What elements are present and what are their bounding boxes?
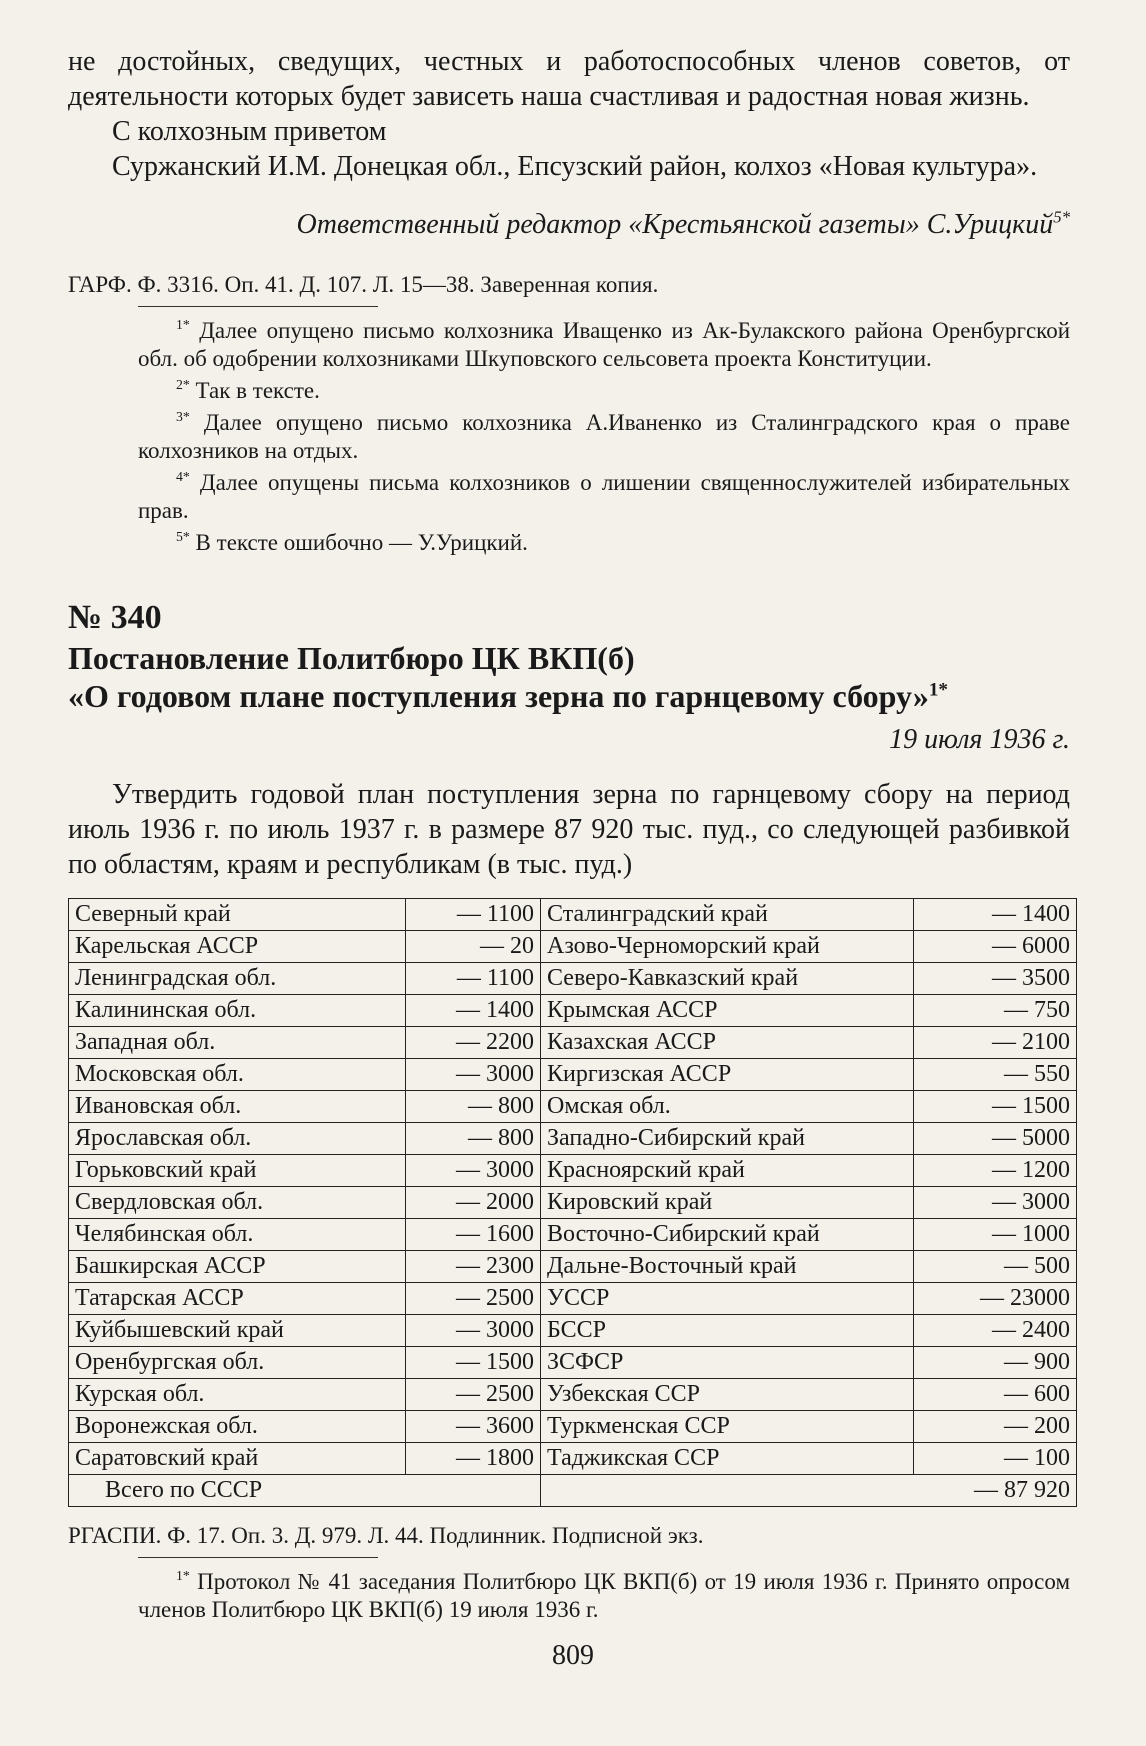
region-name-left: Калининская обл. [69, 995, 406, 1027]
table-row [69, 1155, 1077, 1187]
region-value-right: — 100 [914, 1443, 1077, 1475]
table-row [69, 1443, 1077, 1475]
region-name-left: Горьковский край [69, 1155, 406, 1187]
table-row [69, 1251, 1077, 1283]
allocation-table-body [69, 899, 1077, 1507]
region-name-left: Северный край [69, 899, 406, 931]
region-name-right: Узбекская ССР [541, 1379, 914, 1411]
table-row [69, 1283, 1077, 1315]
footnote-text: Далее опущено письмо колхозника А.Иваненко из Сталинградского края о праве колхозников на отдых. [138, 410, 1070, 463]
table-row [69, 1411, 1077, 1443]
region-name-left: Воронежская обл. [69, 1411, 406, 1443]
region-name-right: Таджикская ССР [541, 1443, 914, 1475]
editor-footnote-mark: 5* [1053, 207, 1070, 227]
archive-source-1: ГАРФ. Ф. 3316. Оп. 41. Д. 107. Л. 15—38. Заверенная копия. [68, 272, 659, 297]
footnote-rule-1 [138, 306, 378, 307]
region-name-right: Красноярский край [541, 1155, 914, 1187]
table-row [69, 1315, 1077, 1347]
region-name-right: Восточно-Сибирский край [541, 1219, 914, 1251]
region-value-right: — 900 [914, 1347, 1077, 1379]
document-date: 19 июля 1936 г. [889, 724, 1070, 755]
table-row [69, 1123, 1077, 1155]
region-name-left: Свердловская обл. [69, 1187, 406, 1219]
region-value-left: — 1400 [406, 995, 541, 1027]
region-name-right: Крымская АССР [541, 995, 914, 1027]
region-value-right: — 500 [914, 1251, 1077, 1283]
footnote-text: Так в тексте. [195, 378, 320, 403]
region-value-left: — 1100 [406, 963, 541, 995]
footnote-rule-2 [138, 1557, 378, 1558]
footnote-text: Далее опущено письмо колхозника Иващенко из Ак-Булакского района Оренбургской обл. об одобрении колхозниками Шкуповского сельсовета проекта Конституции. [138, 318, 1070, 371]
region-name-left: Куйбышевский край [69, 1315, 406, 1347]
region-name-right: Киргизская АССР [541, 1059, 914, 1091]
region-value-right: — 2100 [914, 1027, 1077, 1059]
table-row [69, 1091, 1077, 1123]
region-value-left: — 800 [406, 1091, 541, 1123]
title-footnote-mark: 1* [928, 679, 949, 701]
region-name-left: Оренбургская обл. [69, 1347, 406, 1379]
footnote-document: $^{1*}$ Протокол № 41 заседания Политбюро ЦК ВКП(б) от 19 июля 1936 г. Принято опросом членов Политбюро ЦК ВКП(б) 19 июля 1936 г. [138, 1568, 1071, 1622]
region-value-left: — 1100 [406, 899, 541, 931]
region-value-left: — 20 [406, 931, 541, 963]
region-value-right: — 5000 [914, 1123, 1077, 1155]
document-title-line-1: Постановление Политбюро ЦК ВКП(б) [68, 640, 635, 676]
footnote-text: Протокол № 41 заседания Политбюро ЦК ВКП(б) от 19 июля 1936 г. Принято опросом членов Политбюро ЦК ВКП(б) 19 июля 1936 г. [138, 1569, 1071, 1622]
region-value-right: — 600 [914, 1379, 1077, 1411]
region-name-right: БССР [541, 1315, 914, 1347]
region-name-right: УССР [541, 1283, 914, 1315]
region-value-right: — 750 [914, 995, 1077, 1027]
region-name-left: Челябинская обл. [69, 1219, 406, 1251]
region-value-right: — 2400 [914, 1315, 1077, 1347]
region-value-left: — 2300 [406, 1251, 541, 1283]
table-row [69, 1219, 1077, 1251]
region-value-left: — 1500 [406, 1347, 541, 1379]
total-value: — 87 920 [541, 1475, 1077, 1507]
intro-greeting: С колхозным приветом [112, 116, 387, 147]
total-label: Всего по СССР [69, 1475, 541, 1507]
region-value-right: — 23000 [914, 1283, 1077, 1315]
region-value-left: — 800 [406, 1123, 541, 1155]
region-name-right: ЗСФСР [541, 1347, 914, 1379]
decree-text: Утвердить годовой план поступления зерна по гарнцевому сбору на период июль 1936 г. по июль 1937 г. в размере 87 920 тыс. пуд., со следующей разбивкой по областям, краям и республикам (в тыс. пуд.) [68, 779, 1070, 880]
footnotes-block-1 [68, 317, 1070, 557]
region-value-left: — 3000 [406, 1155, 541, 1187]
region-name-left: Курская обл. [69, 1379, 406, 1411]
document-title-line-2 [68, 677, 1070, 715]
region-name-left: Ярославская обл. [69, 1123, 406, 1155]
page-number: 809 [552, 1640, 594, 1671]
region-name-left: Московская обл. [69, 1059, 406, 1091]
document-number: № 340 [68, 599, 162, 636]
region-name-right: Азово-Черноморский край [541, 931, 914, 963]
table-row [69, 1059, 1077, 1091]
region-value-left: — 1800 [406, 1443, 541, 1475]
region-value-right: — 1400 [914, 899, 1077, 931]
footnote-3: $^{3*}$ Далее опущено письмо колхозника А.Иваненко из Сталинградского края о праве колхозников на отдых. [138, 409, 1070, 463]
editor-signature [68, 208, 1070, 242]
table-row [69, 995, 1077, 1027]
intro-paragraph: не достойных, сведущих, честных и работоспособных членов советов, от деятельности которых будет зависеть наша счастливая и радостная новая жизнь. [68, 46, 1070, 112]
region-value-left: — 2500 [406, 1379, 541, 1411]
table-total-row [69, 1475, 1077, 1507]
footnote-4: $^{4*}$ Далее опущены письма колхозников о лишении священнослужителей избирательных прав. [138, 469, 1070, 523]
intro-signature: Суржанский И.М. Донецкая обл., Епсузский район, колхоз «Новая культура». [112, 151, 1038, 182]
region-value-left: — 2500 [406, 1283, 541, 1315]
table-row [69, 1379, 1077, 1411]
region-value-left: — 3000 [406, 1059, 541, 1091]
region-name-left: Башкирская АССР [69, 1251, 406, 1283]
region-value-right: — 1500 [914, 1091, 1077, 1123]
region-name-right: Казахская АССР [541, 1027, 914, 1059]
region-name-right: Кировский край [541, 1187, 914, 1219]
table-row [69, 899, 1077, 931]
region-name-left: Татарская АССР [69, 1283, 406, 1315]
region-value-right: — 3500 [914, 963, 1077, 995]
region-name-right: Сталинградский край [541, 899, 914, 931]
region-name-right: Туркменская ССР [541, 1411, 914, 1443]
document-title-text: «О годовом плане поступления зерна по гарнцевому сбору» [68, 678, 929, 714]
table-row [69, 1347, 1077, 1379]
region-name-right: Западно-Сибирский край [541, 1123, 914, 1155]
region-value-left: — 1600 [406, 1219, 541, 1251]
region-value-left: — 3600 [406, 1411, 541, 1443]
region-name-left: Западная обл. [69, 1027, 406, 1059]
region-value-right: — 3000 [914, 1187, 1077, 1219]
archive-source-2: РГАСПИ. Ф. 17. Оп. 3. Д. 979. Л. 44. Подлинник. Подписной экз. [68, 1523, 704, 1548]
table-row [69, 1027, 1077, 1059]
region-value-left: — 2000 [406, 1187, 541, 1219]
region-name-right: Дальне-Восточный край [541, 1251, 914, 1283]
region-value-left: — 2200 [406, 1027, 541, 1059]
region-value-left: — 3000 [406, 1315, 541, 1347]
region-name-right: Северо-Кавказский край [541, 963, 914, 995]
region-name-right: Омская обл. [541, 1091, 914, 1123]
region-name-left: Ленинградская обл. [69, 963, 406, 995]
region-name-left: Саратовский край [69, 1443, 406, 1475]
region-value-right: — 550 [914, 1059, 1077, 1091]
footnote-2: $^{2*}$ Так в тексте. [176, 377, 320, 403]
region-value-right: — 6000 [914, 931, 1077, 963]
region-value-right: — 1000 [914, 1219, 1077, 1251]
footnote-text: В тексте ошибочно — У.Урицкий. [195, 530, 528, 555]
region-name-left: Карельская АССР [69, 931, 406, 963]
footnote-5: $^{5*}$ В тексте ошибочно — У.Урицкий. [176, 529, 528, 555]
region-value-right: — 200 [914, 1411, 1077, 1443]
footnote-text: Далее опущены письма колхозников о лишении священнослужителей избирательных прав. [138, 470, 1070, 523]
region-name-left: Ивановская обл. [69, 1091, 406, 1123]
table-row [69, 931, 1077, 963]
editor-text: Ответственный редактор «Крестьянской газеты» С.Урицкий [296, 209, 1054, 240]
table-row [69, 963, 1077, 995]
allocation-table [68, 898, 1077, 1507]
footnote-1: $^{1*}$ Далее опущено письмо колхозника Иващенко из Ак-Булакского района Оренбургской обл. об одобрении колхозниками Шкуповского сельсовета проекта Конституции. [138, 317, 1070, 371]
table-row [69, 1187, 1077, 1219]
region-value-right: — 1200 [914, 1155, 1077, 1187]
